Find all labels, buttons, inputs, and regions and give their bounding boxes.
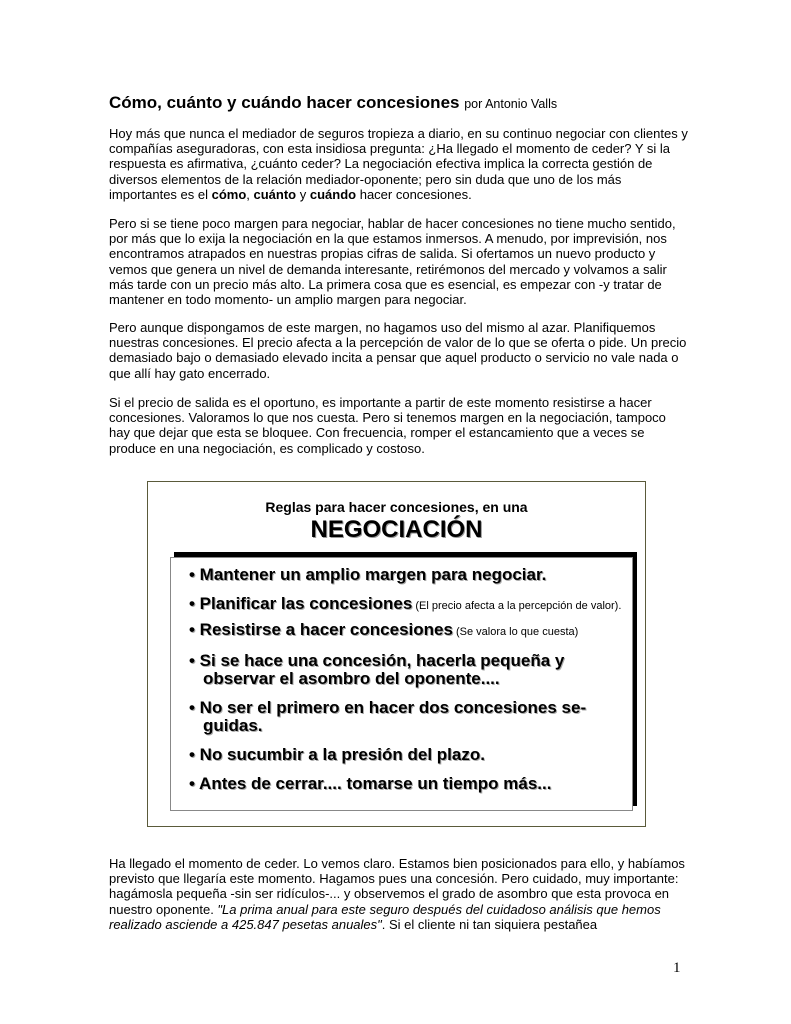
rules-panel (170, 557, 633, 811)
rule-item (189, 652, 624, 688)
page-number: 1 (673, 960, 681, 976)
rule-item (189, 699, 624, 735)
rules-figure (147, 481, 646, 827)
text: . Si el cliente ni tan siquiera pestañea (381, 916, 598, 932)
rule-note: (El precio afecta a la percepción de valor). (412, 600, 622, 612)
paragraph-3: Pero aunque dispongamos de este margen, no hagamos uso del mismo al azar. Planifiquemos nuestras concesiones. El precio afecta a la percepción de valor de lo que se oferta o pide. Un precio demasiado bajo o demasiado elevado incita a pensar que aquel producto o servicio no vale nada o que allí hay gato encerrado. (109, 320, 687, 381)
paragraph-2: Pero si se tiene poco margen para negociar, hablar de hacer concesiones no tiene mucho sentido, por más que lo exija la negociación en la que estamos inmersos. A menudo, por imprevisión, nos encontramos atrapados en nuestras propias cifras de salida. Si ofertamos un nuevo producto y vemos que genera un nivel de demanda interesante, retirémonos del mercado y volvamos a salir más tarde con un precio más alto. La primera cosa que es esencial, es empezar con -y tratar de mantener en todo momento- un amplio margen para negociar. (109, 216, 676, 308)
paragraph-5 (109, 856, 689, 932)
text: Ha llegado el momento de ceder. Lo vemos claro. Estamos bien posicionados para ello, y habíamos previsto que llegaría este momento. Hagamos pues una concesión. Pero cuidado, muy importante: hagámosla pequeña -sin ser ridículos-... y observemos el grado de asombro que esta provoca en nuestro oponente. (109, 856, 685, 917)
title-text: Cómo, cuánto y cuándo hacer concesiones (109, 93, 460, 112)
rule-text: • Antes de cerrar.... tomarse un tiempo más... (189, 774, 552, 793)
text: hacer concesiones. (356, 186, 472, 202)
paragraph-1 (109, 126, 689, 202)
rule-note: (Se valora lo que cuesta) (452, 626, 579, 638)
rule-text: • Resistirse a hacer concesiones (189, 620, 453, 639)
bold-text: cómo (211, 186, 247, 202)
paragraph-4: Si el precio de salida es el oportuno, es importante a partir de este momento resistirse a hacer concesiones. Valoramos lo que nos cuesta. Pero si tenemos margen en la negociación, tampoco hay que dejar que esta se bloquee. Con frecuencia, romper el estancamiento que a veces se produce en una negociación, es complicado y costoso. (109, 395, 666, 456)
text: , (246, 186, 254, 202)
rule-text: • Planificar las concesiones (189, 594, 413, 613)
article-title (109, 93, 557, 113)
rule-item (189, 746, 624, 764)
italic-quote: "La prima anual para este seguro después del cuidadoso análisis que hemos realizado asciende a 425.847 pesetas anuales" (109, 901, 661, 932)
rule-item (189, 595, 624, 615)
rule-text: • No sucumbir a la presión del plazo. (189, 745, 485, 764)
rule-item (189, 775, 624, 793)
author-byline: por Antonio Valls (464, 97, 558, 111)
rules-list (171, 558, 632, 793)
rule-text: • Si se hace una concesión, hacerla pequeña y observar el asombro del oponente.... (189, 651, 565, 688)
rule-text: • Mantener un amplio margen para negociar. (189, 565, 547, 584)
bold-text: cuánto (253, 186, 297, 202)
rule-text: • No ser el primero en hacer dos concesiones se-guidas. (189, 698, 587, 735)
figure-title: Reglas para hacer concesiones, en una (265, 499, 528, 515)
text: y (296, 186, 310, 202)
rule-item (189, 566, 624, 584)
text: Hoy más que nunca el mediador de seguros tropieza a diario, en su continuo negociar con clientes y compañías aseguradoras, con esta insidiosa pregunta: ¿Ha llegado el momento de ceder? Y si la respuesta es afirmativa, ¿cuánto ceder? La negociación efectiva implica la correcta gestión de diversos elementos de la relación mediador-oponente; pero sin duda que uno de los más importantes es el (109, 126, 688, 202)
figure-heading: NEGOCIACIÓN (310, 516, 483, 543)
rule-item (189, 621, 624, 641)
bold-text: cuándo (309, 186, 357, 202)
